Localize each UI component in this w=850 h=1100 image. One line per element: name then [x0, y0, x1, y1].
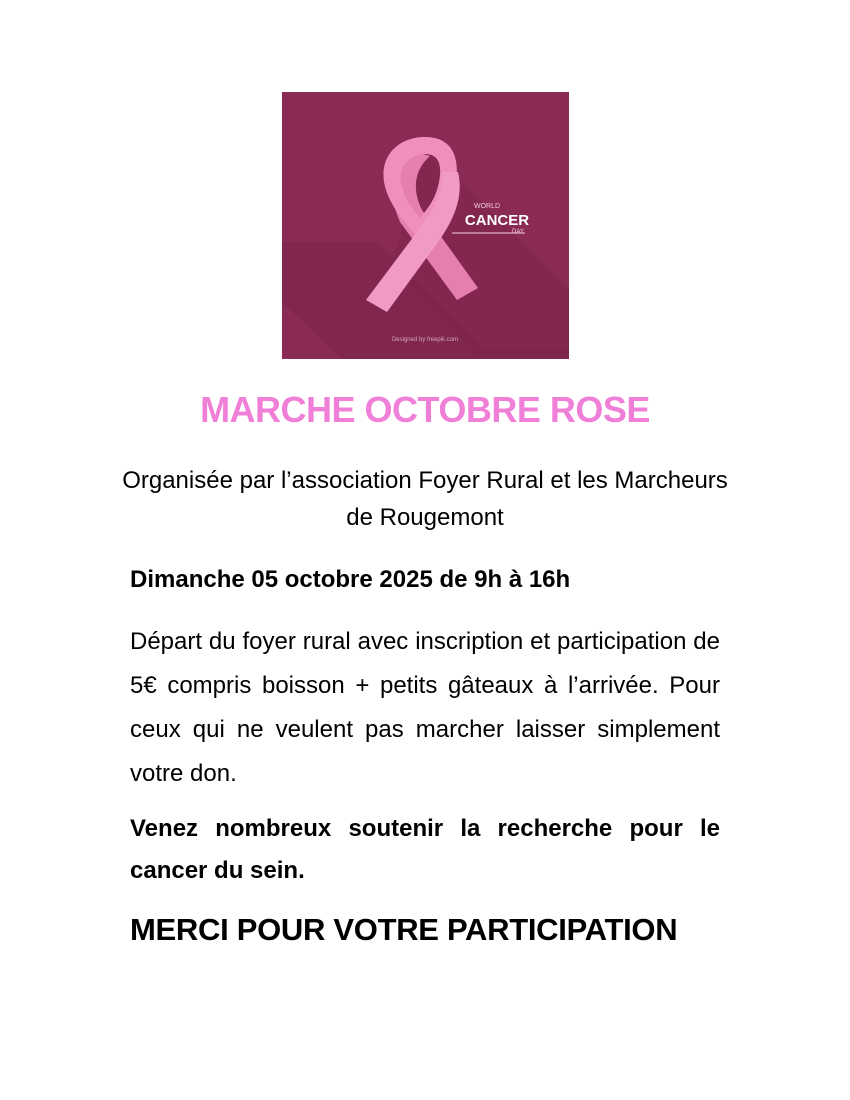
organizer-text: Organisée par l’association Foyer Rural et les Marcheurs de Rougemont [122, 467, 728, 531]
pink-ribbon-image [282, 92, 569, 359]
thanks-text: MERCI POUR VOTRE PARTICIPATION [130, 912, 678, 947]
image-credit: Designed by freepik.com [391, 337, 459, 343]
event-description: Départ du foyer rural avec inscription et participation de 5€ compris boisson + petits gâteaux à l’arrivée. Pour ceux qui ne veulent pas marcher laisser simplement votre don. [130, 628, 720, 787]
logo-line3: DAY [512, 229, 524, 235]
logo-line2: CANCER [464, 212, 530, 229]
event-date: Dimanche 05 octobre 2025 de 9h à 16h [130, 566, 571, 593]
logo-line1: WORLD [473, 203, 501, 210]
page-title: MARCHE OCTOBRE ROSE [200, 389, 650, 430]
appeal-text: Venez nombreux soutenir la recherche pour le cancer du sein. [130, 815, 720, 884]
pink-ribbon-icon [282, 92, 569, 359]
